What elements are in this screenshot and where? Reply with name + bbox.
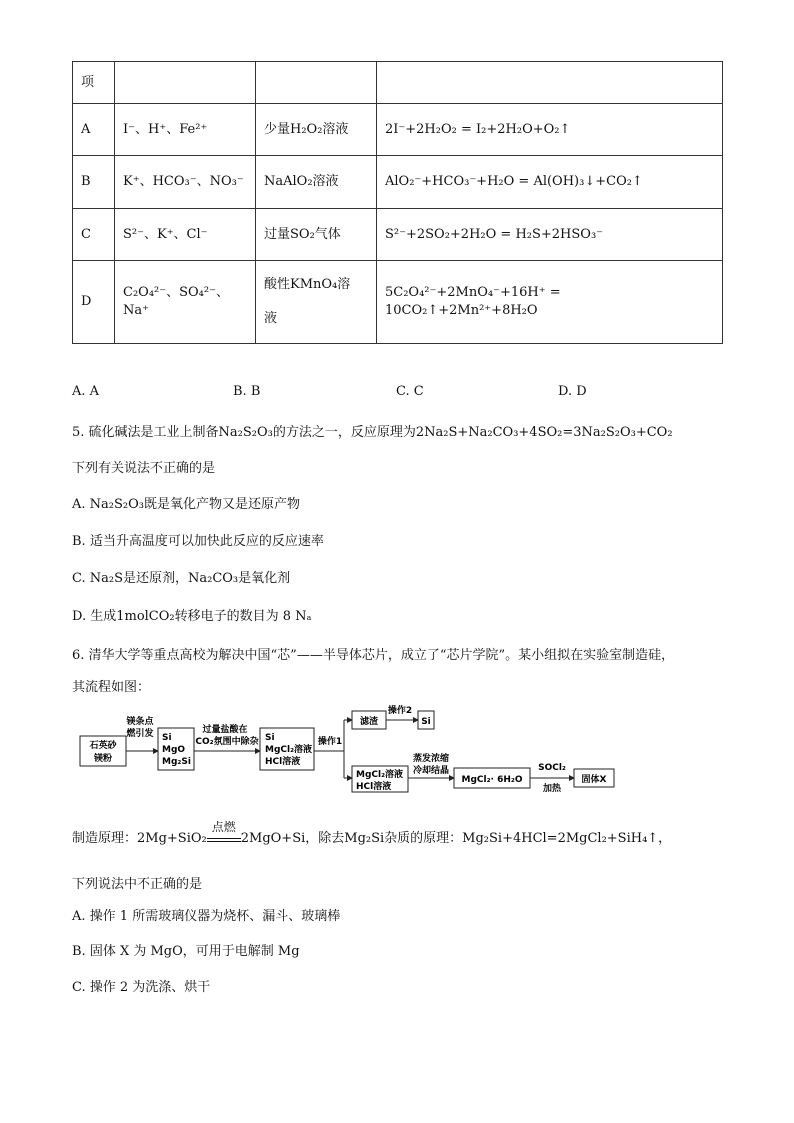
reagent-cell: NaAlO₂溶液: [256, 156, 377, 209]
q6-stem-line2: 其流程如图：: [72, 680, 151, 695]
box-text: Si: [162, 733, 172, 743]
arrow-label: 蒸发浓缩: [412, 754, 450, 764]
silicon-process-flowchart: [72, 700, 632, 800]
ions-cell: I⁻、H⁺、Fe²⁺: [115, 104, 256, 156]
equation-cell: 5C₂O₄²⁻+2MnO₄⁻+16H⁺ = 10CO₂↑+2Mn²⁺+8H₂O: [377, 261, 723, 344]
equal-sign: [207, 838, 241, 842]
box-text: Mg₂Si: [162, 757, 191, 767]
principle-suffix: 2MgO+Si，除去Mg₂Si杂质的原理：Mg₂Si+4HCl=2MgCl₂+SiH₄↑，: [240, 831, 672, 846]
reagent-cell: 少量H₂O₂溶液: [256, 104, 377, 156]
arrow-label: 镁条点: [126, 717, 154, 727]
box-text: MgCl₂溶液: [356, 770, 404, 780]
box-text: HCl溶液: [356, 782, 392, 792]
reaction-condition: 点燃: [207, 832, 241, 842]
q6-option-a[interactable]: A. 操作 1 所需玻璃仪器为烧杯、漏斗、玻璃棒: [72, 909, 341, 924]
box-text: 固体X: [581, 775, 607, 785]
row-label: B: [73, 156, 115, 209]
table-header-row: [73, 62, 723, 104]
arrow-label: CO₂氛围中除杂: [195, 737, 259, 747]
q6-option-b[interactable]: B. 固体 X 为 MgO，可用于电解制 Mg: [72, 944, 300, 959]
option-b[interactable]: B. B: [233, 384, 261, 399]
box-text: 镁粉: [93, 754, 113, 764]
reagent-line: 酸性KMnO₄溶: [264, 277, 351, 292]
arrow-label: 操作1: [317, 737, 343, 747]
equation-cell: S²⁻+2SO₂+2H₂O = H₂S+2HSO₃⁻: [377, 209, 723, 261]
reagent-cell: 过量SO₂气体: [256, 209, 377, 261]
reagent-line: 液: [264, 311, 278, 326]
table-header-cell: 项: [73, 62, 115, 104]
ions-cell: K⁺、HCO₃⁻、NO₃⁻: [115, 156, 256, 209]
equation-cell: AlO₂⁻+HCO₃⁻+H₂O = Al(OH)₃↓+CO₂↑: [377, 156, 723, 209]
arrow-label: 过量盐酸在: [202, 725, 248, 735]
box-text: MgCl₂溶液: [265, 745, 313, 755]
row-label: D: [73, 261, 115, 344]
q6-principle: [72, 820, 672, 846]
q5-option-a[interactable]: A. Na₂S₂O₃既是氧化产物又是还原产物: [72, 497, 300, 512]
box-text: 滤渣: [359, 717, 379, 727]
ions-cell: S²⁻、K⁺、Cl⁻: [115, 209, 256, 261]
equation-cell: 2I⁻+2H₂O₂ = I₂+2H₂O+O₂↑: [377, 104, 723, 156]
q5-option-c[interactable]: C. Na₂S是还原剂，Na₂CO₃是氧化剂: [72, 571, 291, 586]
q5-stem-line2: 下列有关说法不正确的是: [72, 461, 216, 476]
table-row: [73, 209, 723, 261]
table-row: [73, 156, 723, 209]
box-text: MgO: [162, 745, 186, 755]
reagent-cell: [256, 261, 377, 344]
table-row: [73, 261, 723, 344]
arrow-label: 燃引发: [126, 729, 154, 739]
row-label: A: [73, 104, 115, 156]
q5-stem: 5. 硫化碱法是工业上制备Na₂S₂O₃的方法之一，反应原理为2Na₂S+Na₂CO₃+4SO₂=3Na₂S₂O₃+CO₂: [72, 425, 673, 440]
table-row: [73, 104, 723, 156]
q5-option-b[interactable]: B. 适当升高温度可以加快此反应的反应速率: [72, 534, 324, 549]
principle-prefix: 制造原理：2Mg+SiO₂: [72, 831, 207, 846]
q5-option-d[interactable]: D. 生成1molCO₂转移电子的数目为 8 Nₐ: [72, 609, 312, 624]
option-a[interactable]: A. A: [72, 384, 100, 399]
arrow-label: SOCl₂: [538, 763, 566, 773]
arrow-label: 操作2: [387, 706, 413, 716]
arrow-label: 冷却结晶: [412, 766, 450, 776]
box-text: HCl溶液: [265, 757, 301, 767]
box-text: MgCl₂· 6H₂O: [461, 775, 523, 785]
q6-stem: 6. 清华大学等重点高校为解决中国“芯”——半导体芯片，成立了“芯片学院”。某小组拟在实验室制造硅，: [72, 648, 675, 663]
option-d[interactable]: D. D: [558, 384, 587, 399]
option-c[interactable]: C. C: [396, 384, 424, 399]
arrow-label: 加热: [542, 784, 562, 794]
ion-reaction-table: [72, 61, 723, 344]
box-text: Si: [421, 717, 431, 727]
box-text: 石英砂: [89, 741, 117, 751]
box-text: Si: [265, 733, 275, 743]
q6-stem-line3: 下列说法中不正确的是: [72, 877, 203, 892]
ions-cell: C₂O₄²⁻、SO₄²⁻、Na⁺: [115, 261, 256, 344]
row-label: C: [73, 209, 115, 261]
q6-option-c[interactable]: C. 操作 2 为洗涤、烘干: [72, 980, 211, 995]
